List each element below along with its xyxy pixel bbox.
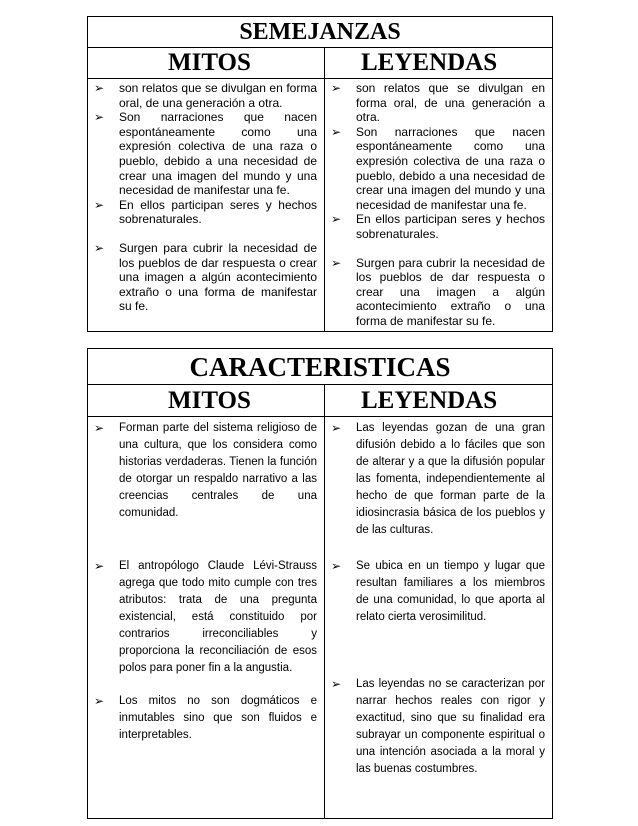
item-text: Se ubica en un tiempo y lugar que resultan familiares a los miembros de una comunidad, lo que aporta al relato cierta verosimilitud.	[356, 560, 545, 623]
semejanzas-leyendas-cell	[325, 79, 553, 332]
list-item	[326, 420, 551, 539]
list-item	[89, 81, 323, 110]
item-text: Son narraciones que nacen espontáneamente como una expresión colectiva de una raza o pueblo, debido a una necesidad de crear una imagen del mundo y una necesidad de manifestar una fe.	[119, 110, 317, 198]
semejanzas-mitos-cell	[88, 79, 325, 332]
arrow-bullet-icon: ➢	[94, 421, 105, 435]
semejanzas-table	[87, 16, 553, 332]
caracteristicas-mitos-header: MITOS	[88, 385, 325, 417]
arrow-bullet-icon: ➢	[331, 81, 342, 95]
arrow-bullet-icon: ➢	[94, 81, 105, 95]
caracteristicas-leyendas-cell	[325, 417, 553, 819]
list-item	[89, 198, 323, 227]
item-text: En ellos participan seres y hechos sobrenaturales.	[356, 212, 545, 241]
list-item	[326, 81, 551, 125]
arrow-bullet-icon: ➢	[331, 677, 342, 691]
list-item	[326, 676, 551, 778]
list-item	[89, 693, 323, 744]
list-item	[326, 212, 551, 241]
item-text: Son narraciones que nacen espontáneamente como una expresión colectiva de una raza o pueblo, debido a una necesidad de crear una imagen del mundo y una necesidad de manifestar una fe.	[356, 124, 545, 212]
arrow-bullet-icon: ➢	[331, 124, 342, 139]
caracteristicas-leyendas-header: LEYENDAS	[325, 385, 553, 417]
caracteristicas-title: CARACTERISTICAS	[88, 349, 553, 385]
list-item	[326, 256, 551, 329]
item-text: Surgen para cubrir la necesidad de los pueblos de dar respuesta o crear una imagen a algún acontecimiento extraño o una forma de manifestar su fe.	[356, 255, 545, 328]
item-text: son relatos que se divulgan en forma oral, de una generación a otra.	[119, 81, 317, 110]
item-text: son relatos que se divulgan en forma oral, de una generación a otra.	[356, 81, 545, 125]
arrow-bullet-icon: ➢	[331, 212, 342, 227]
item-text: Los mitos no son dogmáticos e inmutables sino que son fluidos e interpretables.	[119, 695, 317, 741]
arrow-bullet-icon: ➢	[331, 421, 342, 435]
semejanzas-title: SEMEJANZAS	[88, 17, 553, 48]
list-item	[89, 558, 323, 677]
item-text: Forman parte del sistema religioso de una cultura, que los considera como historias verdaderas. Tienen la función de otorgar un respaldo narrativo a las creencias centrales de una comunidad.	[119, 422, 317, 519]
arrow-bullet-icon: ➢	[331, 255, 342, 270]
list-item	[89, 241, 323, 314]
list-item	[326, 125, 551, 213]
item-text: Las leyendas gozan de una gran difusión debido a lo fáciles que son de alterar y a que la difusión popular las fomenta, independientemente al hecho de que forman parte de la idiosincrasia básica de los pueblos y de las culturas.	[356, 422, 545, 536]
arrow-bullet-icon: ➢	[94, 110, 105, 125]
arrow-bullet-icon: ➢	[94, 694, 105, 708]
arrow-bullet-icon: ➢	[94, 240, 105, 255]
arrow-bullet-icon: ➢	[331, 559, 342, 573]
item-text: Las leyendas no se caracterizan por narrar hechos reales con rigor y exactitud, sino que su finalidad era subrayar un componente espiritual o una intención asociada a la moral y las buenas costumbres.	[356, 678, 545, 775]
semejanzas-mitos-header: MITOS	[88, 48, 325, 79]
caracteristicas-mitos-cell	[88, 417, 325, 819]
list-item	[89, 110, 323, 198]
arrow-bullet-icon: ➢	[94, 559, 105, 573]
item-text: El antropólogo Claude Lévi-Strauss agrega que todo mito cumple con tres atributos: trata de una pregunta existencial, está constituido por contrarios irreconciliables y proporciona la reconciliación de esos polos para poner fin a la angustia.	[119, 560, 317, 674]
caracteristicas-table	[87, 348, 553, 819]
list-item	[326, 558, 551, 626]
list-item	[89, 420, 323, 522]
item-text: En ellos participan seres y hechos sobrenaturales.	[119, 197, 317, 227]
semejanzas-leyendas-header: LEYENDAS	[325, 48, 553, 79]
arrow-bullet-icon: ➢	[94, 197, 105, 212]
item-text: Surgen para cubrir la necesidad de los pueblos de dar respuesta o crear una imagen a algún acontecimiento extraño o una forma de manifestar su fe.	[119, 240, 317, 314]
